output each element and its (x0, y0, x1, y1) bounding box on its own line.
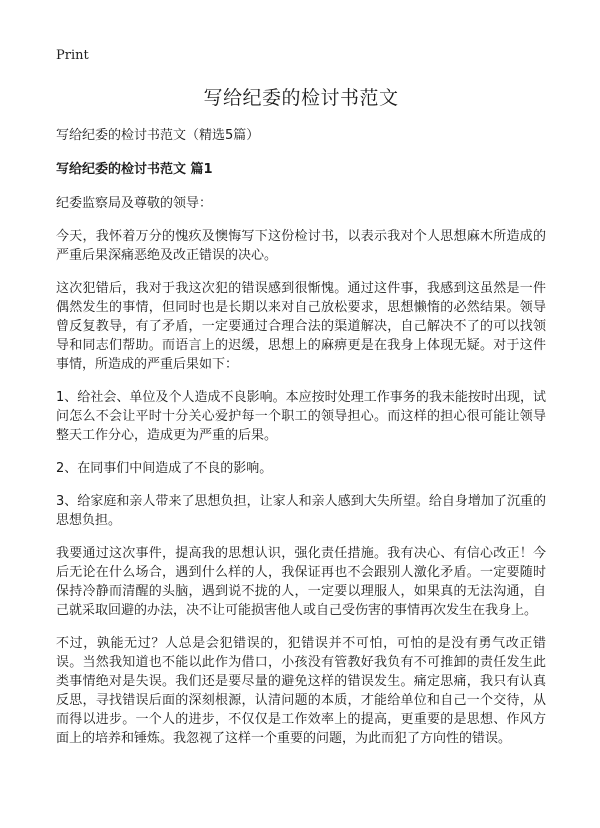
body-paragraph-7: 不过，孰能无过？人总是会犯错误的，犯错误并不可怕，可怕的是没有勇气改正错误。当然我知道也不能以此作为借口，小孩没有管教好我负有不可推卸的责任发生此类事情绝对是失误。我们还是要尽量的避免这样的错误发生。痛定思痛，我只有认真反思，寻找错误后面的深刻根源，认清问题的本质，才能给单位和自己一个交待，从而得以进步。一个人的进步，不仅仅是工作效率上的提高，更重要的是思想、作风方面上的培养和锤炼。我忽视了这样一个重要的问题，为此而犯了方向性的错误。 (56, 636, 546, 746)
document-body (56, 194, 546, 748)
body-paragraph-3: 1、给社会、单位及个人造成不良影响。本应按时处理工作事务的我未能按时出现，试问怎么不会让平时十分关心爱护每一个职工的领导担心。而这样的担心很可能让领导整天工作分心，造成更为严重的后果。 (56, 390, 546, 443)
body-paragraph-1: 今天，我怀着万分的愧疚及懊悔写下这份检讨书，以表示我对个人思想麻木所造成的严重后果深痛恶绝及改正错误的决心。 (56, 229, 546, 263)
salutation-paragraph: 纪委监察局及尊敬的领导： (56, 196, 213, 211)
print-link[interactable]: Print (56, 48, 89, 63)
body-paragraph-6: 我要通过这次事件，提高我的思想认识，强化责任措施。我有决心、有信心改正！今后无论在什么场合，遇到什么样的人，我保证再也不会跟别人激化矛盾。一定要随时保持冷静而清醒的头脑，遇到说不拢的人，一定要以理服人，如果真的无法沟通，自己就采取回避的办法，决不让可能损害他人或自己受伤害的事情再次发生在我身上。 (56, 546, 546, 618)
body-paragraph-4: 2、在同事们中间造成了不良的影响。 (56, 461, 273, 476)
body-paragraph-5: 3、给家庭和亲人带来了思想负担，让家人和亲人感到大失所望。给自身增加了沉重的思想负担。 (56, 494, 546, 528)
body-paragraph-2: 这次犯错后，我对于我这次犯的错误感到很惭愧。通过这件事，我感到这虽然是一件偶然发生的事情，但同时也是长期以来对自己放松要求，思想懒惰的必然结果。领导曾反复教导，有了矛盾，一定要通过合理合法的渠道解决，自己解决不了的可以找领导和同志们帮助。而语言上的迟缓，思想上的麻痹更是在我身上体现无疑。对于这件事情，所造成的严重后果如下： (56, 281, 546, 372)
section-heading: 写给纪委的检讨书范文 篇1 (56, 162, 213, 177)
page-title: 写给纪委的检讨书范文 (203, 87, 399, 109)
document-subtitle: 写给纪委的检讨书范文（精选5篇） (56, 128, 260, 143)
